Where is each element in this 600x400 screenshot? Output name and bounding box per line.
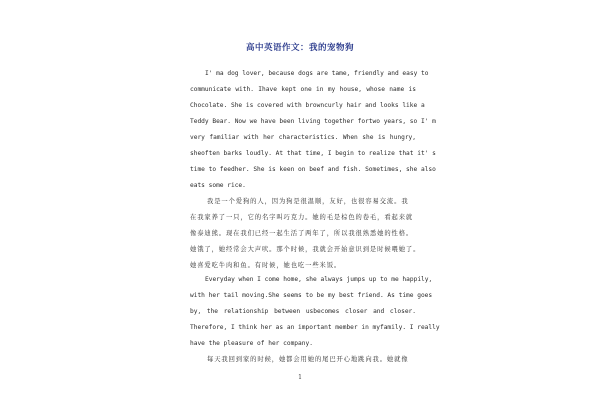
paragraph-4-line-1: 每天我回到家的时候，她都会用她的尾巴开心地跳向我。她就像 (207, 356, 409, 363)
paragraph-1-line-7: time to feedher. She is keen on beef and fish. Sometimes, she also (190, 166, 436, 173)
paragraph-3-line-2: with her tail moving.She seems to be my best friend. As time goes (190, 292, 433, 299)
paragraph-2-line-5: 她喜爱吃牛肉和鱼。有时候，她也吃一些米饭。 (190, 262, 342, 269)
page-number: 1 (298, 374, 302, 381)
paragraph-3-line-4: Therefore, I think her as an important member in myfamily. I really (190, 324, 440, 331)
paragraph-3-line-3: by, the relationship between usbecomes closer and closer. (190, 308, 416, 315)
paragraph-1-line-6: sheoften barks loudly. At that time, I begin to realize that it' s (190, 150, 436, 157)
paragraph-2-line-4: 她饿了，她经常会大声吠。那个时候，我就会开始意识到是时候喂她了。 (190, 246, 421, 253)
paragraph-1-line-5: very familiar with her characteristics. When she is hungry, (190, 134, 416, 141)
paragraph-1-line-4: Teddy Bear. Now we have been living together fortwo years, so I' m (190, 118, 436, 125)
paragraph-2-line-1: 我是一个爱狗的人，因为狗是很温顺，友好，也很容易交流。我 (207, 198, 409, 205)
document-title: 高中英语作文：我的宠物狗 (245, 43, 354, 53)
paragraph-1-line-2: communicate with. Ihave kept one in my house, whose name is (190, 86, 416, 93)
paragraph-2-line-3: 像泰迪熊。现在我们已经一起生活了两年了，所以我很熟悉她的性格。 (190, 230, 414, 237)
paragraph-1-line-3: Chocolate. She is covered with browncurly hair and looks like a (190, 102, 425, 109)
paragraph-3-line-1: Everyday when I come home, she always jumps up to me happily, (205, 276, 433, 283)
paragraph-1-line-1: I' ma dog lover, because dogs are tame, friendly and easy to (205, 70, 429, 77)
paragraph-3-line-5: have the pleasure of her company. (190, 340, 313, 347)
paragraph-1-line-8: eats some rice. (190, 182, 246, 189)
paragraph-2-line-2: 在我家养了一只，它的名字叫巧克力。她的毛是棕色的卷毛，看起来就 (190, 214, 414, 221)
